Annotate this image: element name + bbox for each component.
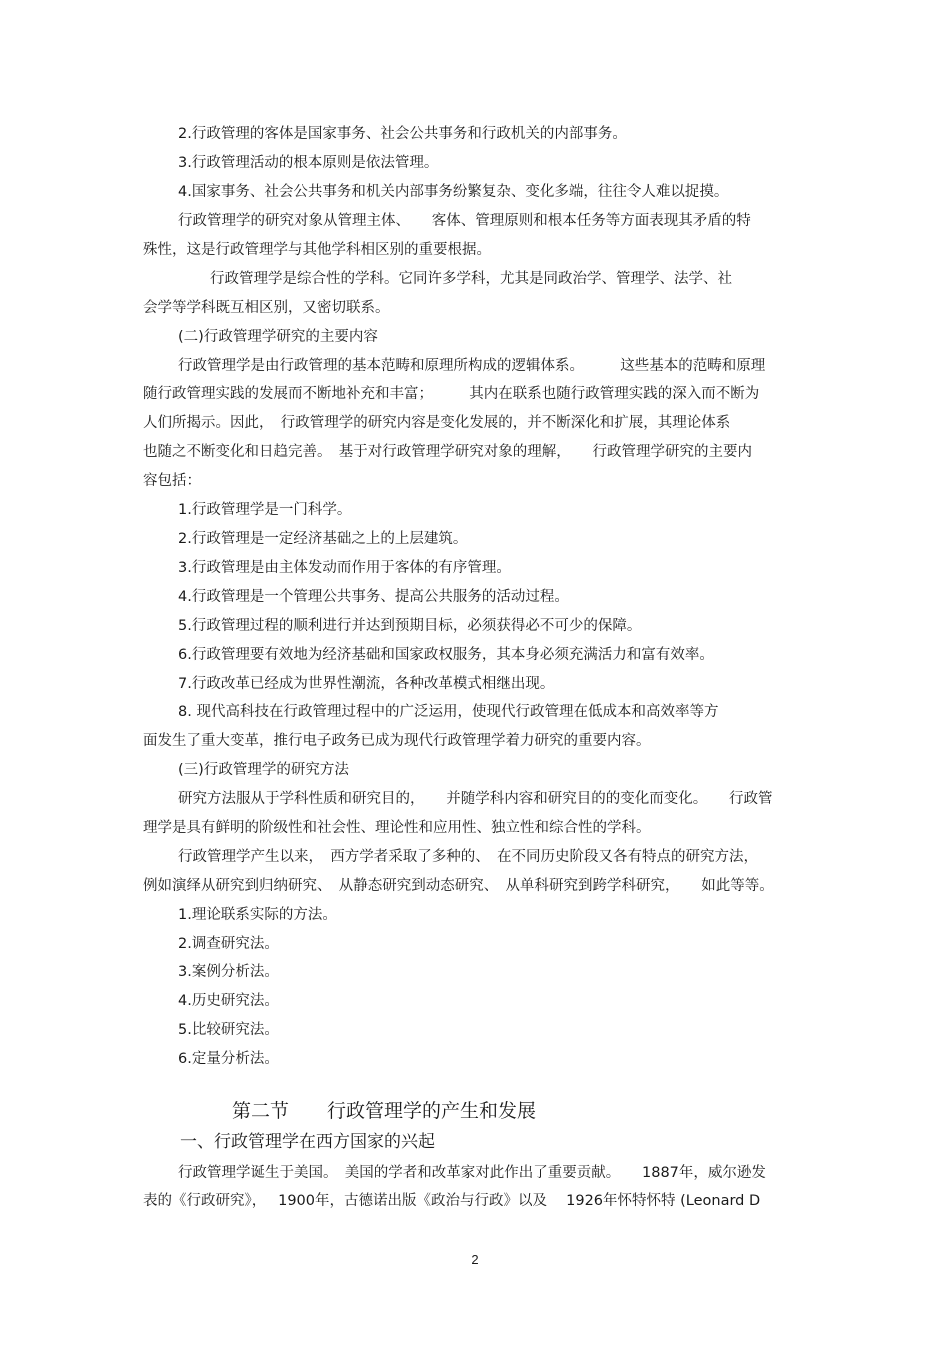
text-line: 行政管理学产生以来， 西方学者采取了多种的、 在不同历史阶段又各有特点的研究方法， xyxy=(178,849,758,865)
text-line: 行政管理学的研究对象从管理主体、 客体、管理原则和根本任务等方面表现其矛盾的特 xyxy=(178,213,751,229)
text-line: 4.国家事务、社会公共事务和机关内部事务纷繁复杂、变化多端，往往令人难以捉摸。 xyxy=(178,184,729,200)
text-line: 理学是具有鲜明的阶级性和社会性、理论性和应用性、独立性和综合性的学科。 xyxy=(143,820,651,836)
text-line: 人们所揭示。因此， 行政管理学的研究内容是变化发展的，并不断深化和扩展，其理论体系 xyxy=(143,415,731,431)
list-item: 2.调查研究法。 xyxy=(178,936,279,952)
text-line: 随行政管理实践的发展而不断地补充和丰富； 其内在联系也随行政管理实践的深入而不断为 xyxy=(143,386,760,402)
list-item: 4.行政管理是一个管理公共事务、提高公共服务的活动过程。 xyxy=(178,589,569,605)
heading-main-content: (二)行政管理学研究的主要内容 xyxy=(178,329,378,345)
text-line: 研究方法服从于学科性质和研究目的， 并随学科内容和研究目的的变化而变化。 行政管 xyxy=(178,791,773,807)
text-line: 行政管理学是综合性的学科。它同许多学科，尤其是同政治学、管理学、法学、社 xyxy=(210,271,732,287)
text-line: 行政管理学是由行政管理的基本范畴和原理所构成的逻辑体系。 这些基本的范畴和原理 xyxy=(178,358,766,374)
text-line: 行政管理学诞生于美国。 美国的学者和改革家对此作出了重要贡献。 1887年，威尔逊发 xyxy=(178,1165,766,1181)
text-line: 2.行政管理的客体是国家事务、社会公共事务和行政机关的内部事务。 xyxy=(178,126,627,142)
section-title: 第二节 行政管理学的产生和发展 xyxy=(232,1100,537,1122)
heading-research-methods: (三)行政管理学的研究方法 xyxy=(178,762,349,778)
subsection-title: 一、行政管理学在西方国家的兴起 xyxy=(180,1132,435,1152)
list-item: 4.历史研究法。 xyxy=(178,993,279,1009)
text-line: 殊性，这是行政管理学与其他学科相区别的重要根据。 xyxy=(143,242,491,258)
list-item: 3.案例分析法。 xyxy=(178,964,279,980)
text-line: 3.行政管理活动的根本原则是依法管理。 xyxy=(178,155,439,171)
text-line: 面发生了重大变革，推行电子政务已成为现代行政管理学着力研究的重要内容。 xyxy=(143,733,651,749)
list-item: 1.理论联系实际的方法。 xyxy=(178,907,337,923)
page-number: 2 xyxy=(471,1252,479,1267)
list-item: 2.行政管理是一定经济基础之上的上层建筑。 xyxy=(178,531,468,547)
text-line: 容包括： xyxy=(143,473,201,489)
text-line: 例如演绎从研究到归纳研究、 从静态研究到动态研究、 从单科研究到跨学科研究， 如此等等。 xyxy=(143,878,774,894)
list-item: 6.行政管理要有效地为经济基础和国家政权服务，其本身必须充满活力和富有效率。 xyxy=(178,647,714,663)
list-item: 6.定量分析法。 xyxy=(178,1051,279,1067)
list-item: 5.行政管理过程的顺利进行并达到预期目标，必须获得必不可少的保障。 xyxy=(178,618,642,634)
list-item: 7.行政改革已经成为世界性潮流，各种改革模式相继出现。 xyxy=(178,676,555,692)
list-item: 5.比较研究法。 xyxy=(178,1022,279,1038)
text-line: 表的《行政研究》， 1900年，古德诺出版《政治与行政》以及 1926年怀特怀特 (Leonard D xyxy=(143,1193,761,1209)
text-line: 也随之不断变化和日趋完善。 基于对行政管理学研究对象的理解， 行政管理学研究的主要内 xyxy=(143,444,752,460)
list-item: 3.行政管理是由主体发动而作用于客体的有序管理。 xyxy=(178,560,511,576)
list-item: 8. 现代高科技在行政管理过程中的广泛运用，使现代行政管理在低成本和高效率等方 xyxy=(178,704,719,720)
text-line: 会学等学科既互相区别，又密切联系。 xyxy=(143,300,390,316)
list-item: 1.行政管理学是一门科学。 xyxy=(178,502,352,518)
